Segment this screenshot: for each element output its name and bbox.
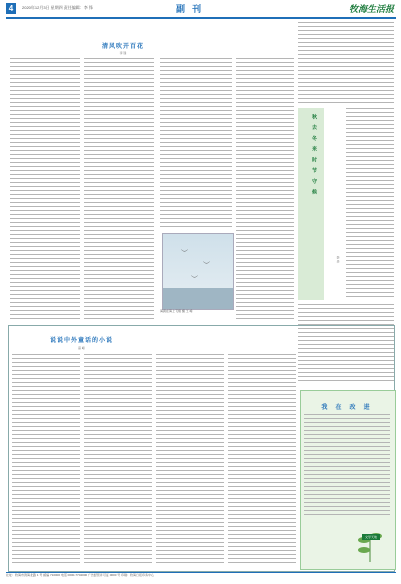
article-author: 李 锋 <box>119 51 127 55</box>
corner-badge: 文学天地 <box>362 534 380 540</box>
article-body <box>236 58 294 320</box>
bird-icon: ︶ <box>181 249 188 257</box>
sea-area <box>163 288 233 309</box>
date-line: 2020年12月3日 星期四 责任编辑：李 锋 <box>22 5 93 10</box>
section-title: 副 刊 <box>176 5 204 15</box>
seagull-photo <box>162 233 234 310</box>
article2-body <box>228 354 296 566</box>
article-body <box>10 58 80 320</box>
page-number: 4 <box>6 3 16 14</box>
sidebar-author: 李 华 <box>336 256 340 263</box>
article2-body <box>156 354 224 566</box>
article2-title: 说说中外童话的小说 <box>50 337 114 344</box>
article2-body <box>12 354 80 566</box>
article2-body <box>84 354 152 566</box>
article2-author: 高 峰 <box>78 346 85 350</box>
newspaper-logo: 牧海生活报 <box>348 5 394 15</box>
bird-icon: ︶ <box>203 261 210 269</box>
photo-caption: 海鸥在海上飞翔 摄 王 峰 <box>160 309 193 313</box>
page-footer: 社址：牧海市滨海北路 1 号 邮编 710000 电话 0000-7704000 广告经营许可证 0000 号 印刷：牧海日报印务中心 <box>6 572 396 583</box>
corner-title: 我 在 改 进 <box>321 404 373 411</box>
sidebar-body <box>298 22 394 104</box>
article-body <box>84 58 154 320</box>
sidebar-title: 秋 去 冬 来 时 节 守 候 <box>311 114 317 197</box>
article-title: 清风吹开百花 <box>101 43 144 50</box>
plant-illustration-icon <box>350 522 390 562</box>
page-header <box>6 3 396 19</box>
article-body <box>160 58 232 228</box>
bird-icon: ︶ <box>191 275 198 283</box>
sidebar-body <box>346 108 394 300</box>
corner-body <box>304 414 390 518</box>
